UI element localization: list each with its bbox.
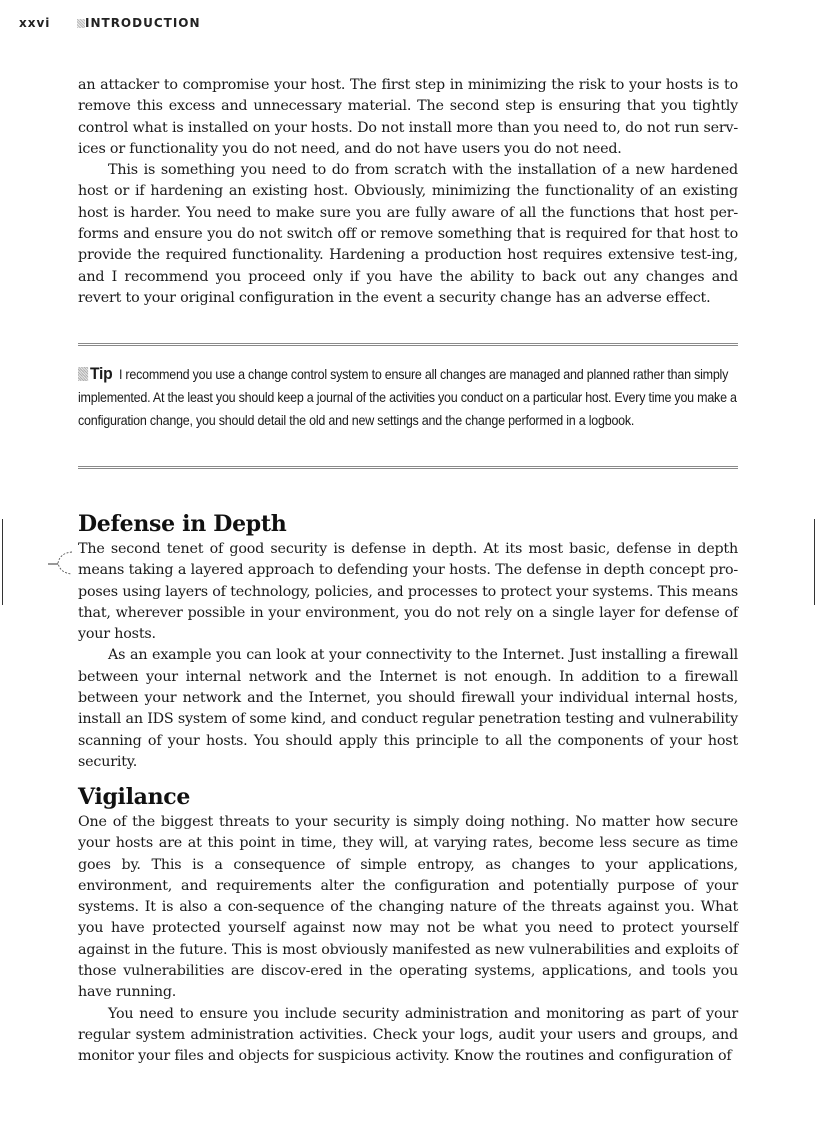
defense-section xyxy=(78,509,738,773)
tip-paragraph xyxy=(78,362,740,432)
vigilance-paragraph-1: One of the biggest threats to your security is simply doing nothing. No matter how secure your hosts are at this point in time, they will, at varying rates, become less secure as time goes by. This is a consequence of simple entropy, as changes to your applications, environment, and requirements alter the configuration and potentially purpose of your systems. It is also a con-sequence of the changing nature of the threats against you. What you have protected yourself against now may not be what you need to protect yourself against in the future. This is most obviously manifested as new vulnerabilities and exploits of those vulnerabilities are discov-ered in the operating systems, applications, and tools you have running. xyxy=(78,814,738,1001)
section-marker-icon xyxy=(77,19,85,28)
vigilance-section xyxy=(78,782,738,1068)
tip-text: I recommend you use a change control system to ensure all changes are managed and planned rather than simply implemented. At the least you should keep a journal of the activities you conduct on a particular host. Every time you make a configuration change, you should detail the old and new settings and the change performed in a logbook. xyxy=(78,367,737,428)
tip-box xyxy=(78,343,738,469)
chapter-title: INTRODUCTION xyxy=(85,16,201,30)
defense-heading: Defense in Depth xyxy=(78,511,287,537)
left-crop-edge xyxy=(2,519,3,605)
defense-paragraph-2: As an example you can look at your connectivity to the Internet. Just installing a firewall between your internal network and the Internet is not enough. In addition to a firewall between your network and the Internet, you should firewall your individual internal hosts, install an IDS system of some kind, and conduct regular penetration testing and vulnerability scanning of your hosts. You should apply this principle to all the components of your host security. xyxy=(78,647,738,770)
intro-section xyxy=(78,75,738,309)
right-crop-edge xyxy=(814,519,815,605)
tip-marker-icon xyxy=(78,367,88,381)
tip-label: Tip xyxy=(89,364,113,383)
vigilance-heading: Vigilance xyxy=(78,784,191,810)
vigilance-paragraph-2: You need to ensure you include security administration and monitoring as part of your regular system administration activities. Check your logs, audit your users and groups, and monitor your files and objects for suspicious activity. Know the routines and configuration of xyxy=(78,1005,738,1065)
defense-paragraph-1: The second tenet of good security is defense in depth. At its most basic, defense in depth means taking a layered approach to defending your hosts. The defense in depth concept pro-poses using layers of technology, policies, and processes to protect your systems. This means that, wherever possible in your environment, you do not rely on a single layer for defense of your hosts. xyxy=(78,541,738,643)
margin-bracket-icon xyxy=(46,549,76,579)
intro-paragraph-1: an attacker to compromise your host. The first step in minimizing the risk to your hosts is to remove this excess and unnecessary material. The second step is ensuring that you tightly control what is installed on your hosts. Do not install more than you need to, do not run serv-ices or functionality you do not need, and do not have users you do not need. xyxy=(78,77,738,157)
intro-paragraph-2: This is something you need to do from scratch with the installation of a new hardened host or if hardening an existing host. Obviously, minimizing the functionality of an existing host is harder. You need to make sure you are fully aware of all the functions that host per-forms and ensure you do not switch off or remove something that is required for that host to provide the required functionality. Hardening a production host requires extensive test-ing, and I recommend you proceed only if you have the ability to back out any changes and revert to your original configuration in the event a security change has an adverse effect. xyxy=(78,162,738,306)
running-head xyxy=(19,16,201,30)
page-number: xxvi xyxy=(19,16,51,30)
